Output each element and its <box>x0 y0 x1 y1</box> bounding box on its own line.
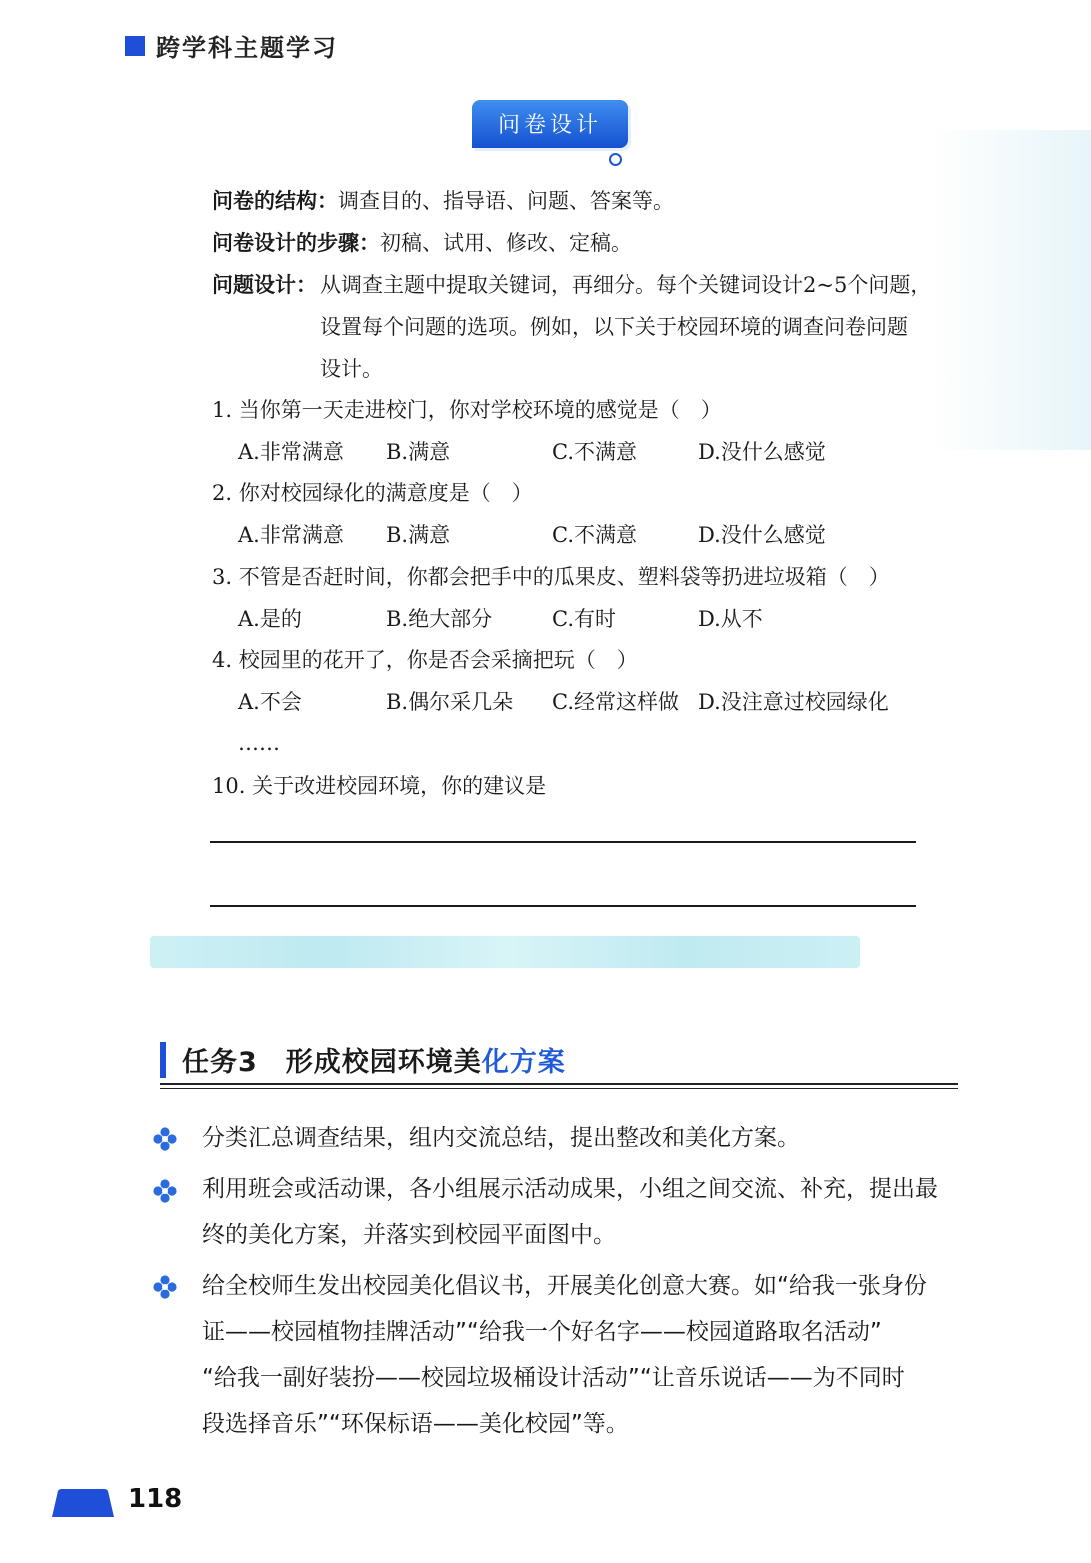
decorative-band <box>150 936 860 968</box>
bullet-3-line-3: “给我一副好装扮——校园垃圾桶设计活动”“让音乐说话——为不同时 <box>202 1365 905 1391</box>
question-1-option-d: D.没什么感觉 <box>698 440 826 464</box>
task-heading-prefix: 任务3 形成校园环境美 <box>182 1047 482 1078</box>
question-design-line-1: 从调查主题中提取关键词，再细分。每个关键词设计2~5个问题， <box>320 273 932 297</box>
question-2: 2. 你对校园绿化的满意度是（ ） <box>212 481 533 505</box>
steps-line <box>212 228 632 258</box>
question-design-line-2: 设置每个问题的选项。例如，以下关于校园环境的调查问卷问题 <box>320 315 908 339</box>
page-number-tab <box>52 1489 114 1517</box>
steps-label: 问卷设计的步骤： <box>212 230 380 255</box>
question-3-option-c: C.有时 <box>552 607 616 631</box>
page-number: 118 <box>128 1484 183 1514</box>
task-heading-highlight: 化方案 <box>481 1047 566 1078</box>
questionnaire-design-badge <box>472 100 628 148</box>
question-3-option-a: A.是的 <box>238 607 302 631</box>
bullet-3-line-4: 段选择音乐”“环保标语——美化校园”等。 <box>202 1411 629 1437</box>
question-4-option-c: C.经常这样做 <box>552 690 679 714</box>
question-10: 10. 关于改进校园环境，你的建议是 <box>212 774 547 798</box>
question-4-option-d: D.没注意过校园绿化 <box>698 690 889 714</box>
section-header-title: 跨学科主题学习 <box>156 34 338 62</box>
bullet-3-line-2: 证——校园植物挂牌活动”“给我一个好名字——校园道路取名活动” <box>202 1319 882 1345</box>
question-1: 1. 当你第一天走进校门，你对学校环境的感觉是（ ） <box>212 398 722 422</box>
question-2-option-a: A.非常满意 <box>238 523 344 547</box>
clover-bullet-icon <box>152 1126 178 1152</box>
answer-line-2 <box>210 905 916 907</box>
question-3-option-b: B.绝大部分 <box>386 607 493 631</box>
steps-text: 初稿、试用、修改、定稿。 <box>380 231 632 255</box>
question-2-option-c: C.不满意 <box>552 523 637 547</box>
structure-label: 问卷的结构： <box>212 188 338 213</box>
clover-bullet-icon <box>152 1274 178 1300</box>
question-1-option-a: A.非常满意 <box>238 440 344 464</box>
task-heading-rule-thin <box>160 1088 958 1089</box>
question-4-option-b: B.偶尔采几朵 <box>386 690 514 714</box>
clover-bullet-icon <box>152 1178 178 1204</box>
structure-line <box>212 186 674 216</box>
question-4: 4. 校园里的花开了，你是否会采摘把玩（ ） <box>212 648 638 672</box>
ellipsis: …… <box>238 731 280 755</box>
question-3: 3. 不管是否赶时间，你都会把手中的瓜果皮、塑料袋等扔进垃圾箱（ ） <box>212 565 890 589</box>
bullet-2-line-2: 终的美化方案，并落实到校园平面图中。 <box>202 1222 616 1248</box>
structure-text: 调查目的、指导语、问题、答案等。 <box>338 189 674 213</box>
question-2-option-d: D.没什么感觉 <box>698 523 826 547</box>
task-heading-bar <box>160 1042 166 1078</box>
task-heading-rule <box>160 1083 958 1085</box>
badge-label: 问卷设计 <box>497 113 602 138</box>
question-design-line-3: 设计。 <box>320 357 383 381</box>
question-design-label: 问题设计： <box>212 272 317 297</box>
bullet-3-line-1: 给全校师生发出校园美化倡议书，开展美化创意大赛。如“给我一张身份 <box>202 1273 927 1299</box>
question-3-option-d: D.从不 <box>698 607 763 631</box>
bullet-1-line-1: 分类汇总调查结果，组内交流总结，提出整改和美化方案。 <box>202 1125 800 1151</box>
question-4-option-a: A.不会 <box>238 690 302 714</box>
bullet-2-line-1: 利用班会或活动课，各小组展示活动成果，小组之间交流、补充，提出最 <box>202 1176 938 1202</box>
question-2-option-b: B.满意 <box>386 523 451 547</box>
badge-dot <box>609 153 622 166</box>
question-1-option-b: B.满意 <box>386 440 451 464</box>
answer-line-1 <box>210 841 916 843</box>
header-square-marker <box>125 36 145 56</box>
question-1-option-c: C.不满意 <box>552 440 637 464</box>
edge-tint <box>931 130 1091 450</box>
task-heading <box>182 1040 566 1079</box>
